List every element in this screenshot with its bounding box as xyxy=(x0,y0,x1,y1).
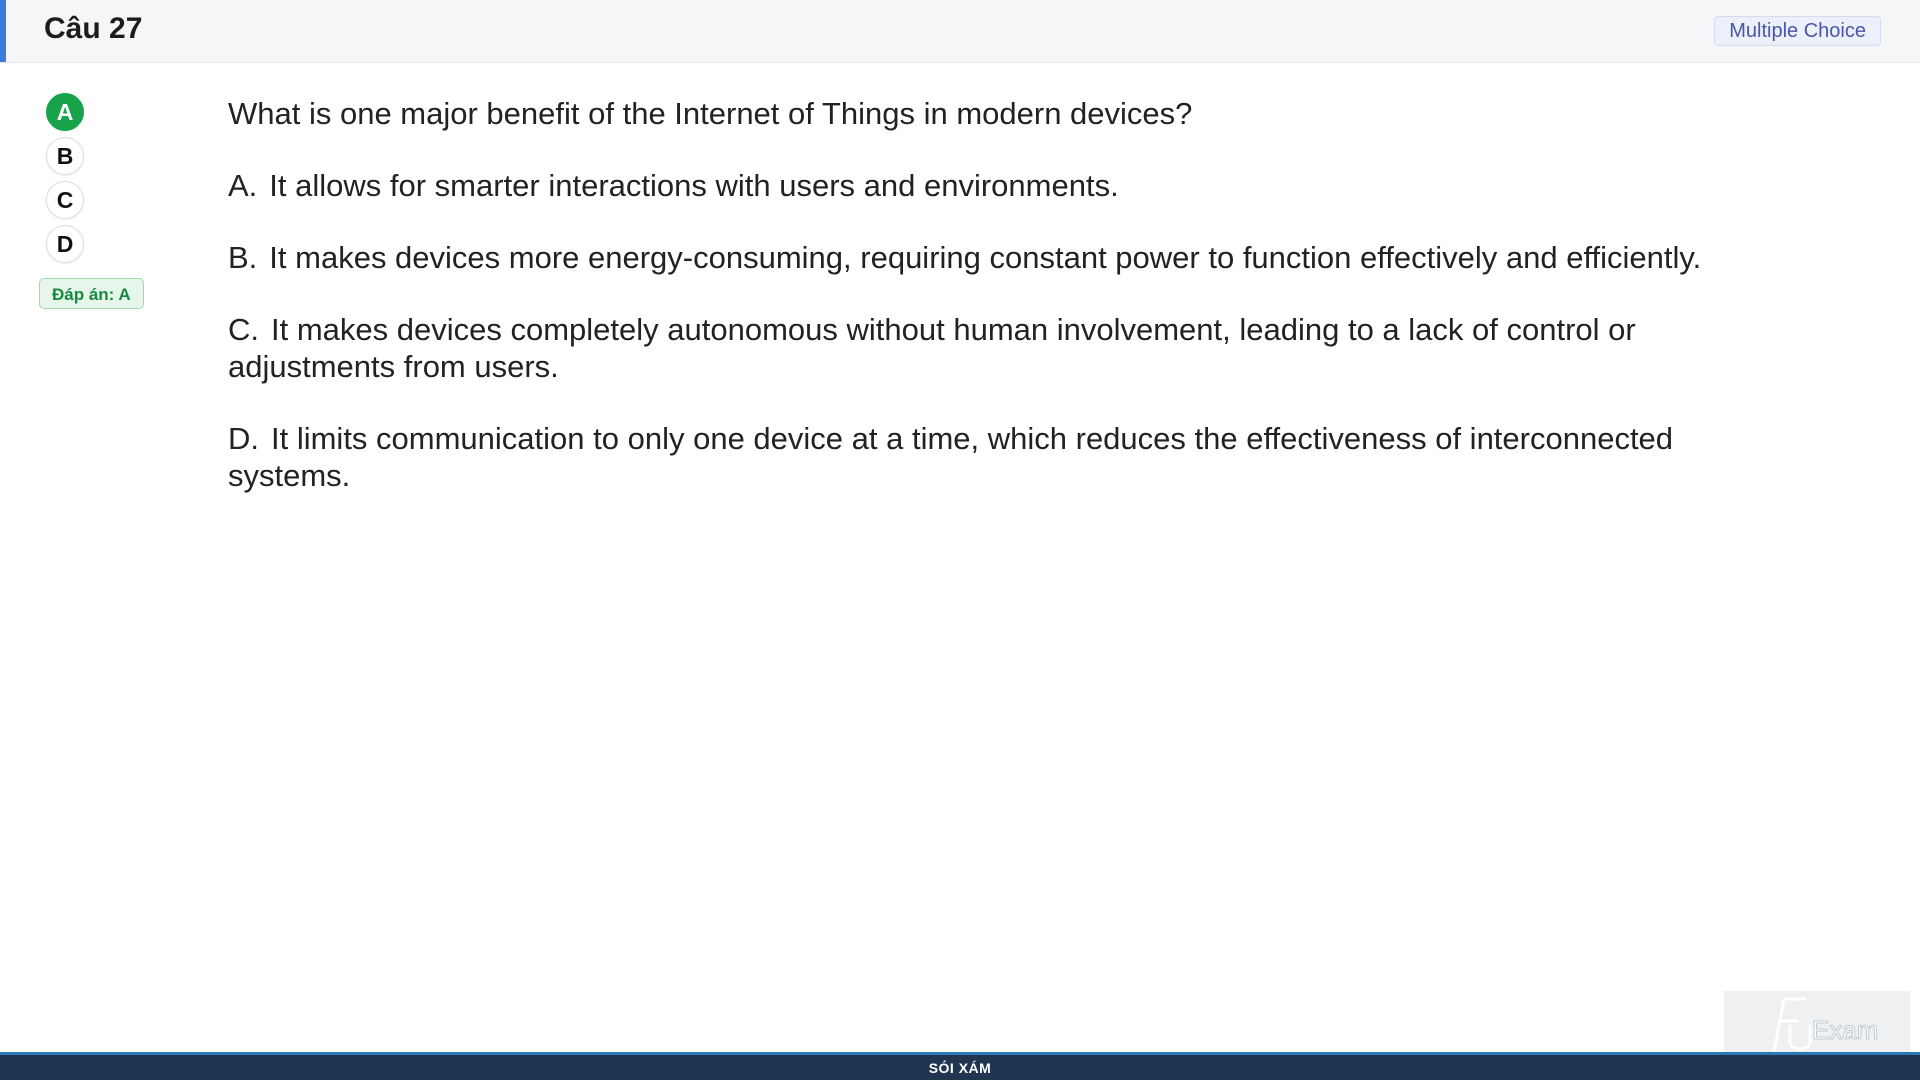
choice-b xyxy=(228,239,1788,276)
question-content xyxy=(228,95,1788,529)
choice-b-text: It makes devices more energy-consuming, requiring constant power to function effectively and efficiently. xyxy=(269,240,1702,275)
choice-a-letter: A. xyxy=(228,168,258,203)
fu-exam-logo xyxy=(1724,991,1910,1052)
question-number-title: Câu 27 xyxy=(44,12,143,45)
choice-b-letter: B. xyxy=(228,240,258,275)
choice-d-letter: D. xyxy=(228,421,259,456)
option-selector xyxy=(46,93,86,269)
choice-d-text: It limits communication to only one device at a time, which reduces the effectiveness of interconnected systems. xyxy=(228,421,1674,493)
correct-answer-badge: Đáp án: A xyxy=(39,278,144,309)
question-header xyxy=(0,0,1920,63)
option-b-button[interactable]: B xyxy=(46,137,84,175)
option-c-button[interactable]: C xyxy=(46,181,84,219)
choice-d xyxy=(228,420,1788,494)
choice-c xyxy=(228,311,1788,385)
option-d-button[interactable]: D xyxy=(46,225,84,263)
choice-a xyxy=(228,167,1788,204)
choice-a-text: It allows for smarter interactions with users and environments. xyxy=(269,168,1119,203)
choice-c-letter: C. xyxy=(228,312,259,347)
footer-bar xyxy=(0,1052,1920,1080)
question-text: What is one major benefit of the Internet of Things in modern devices? xyxy=(228,96,1193,131)
header-accent-bar xyxy=(0,0,6,62)
question-type-badge: Multiple Choice xyxy=(1714,16,1881,46)
choice-c-text: It makes devices completely autonomous without human involvement, leading to a lack of control or adjustments from users. xyxy=(228,312,1636,384)
svg-text:Exam: Exam xyxy=(1812,1015,1879,1045)
option-a-button[interactable]: A xyxy=(46,93,84,131)
fu-exam-logo-icon xyxy=(1724,991,1910,1052)
footer-label: SÓI XÁM xyxy=(928,1059,992,1076)
